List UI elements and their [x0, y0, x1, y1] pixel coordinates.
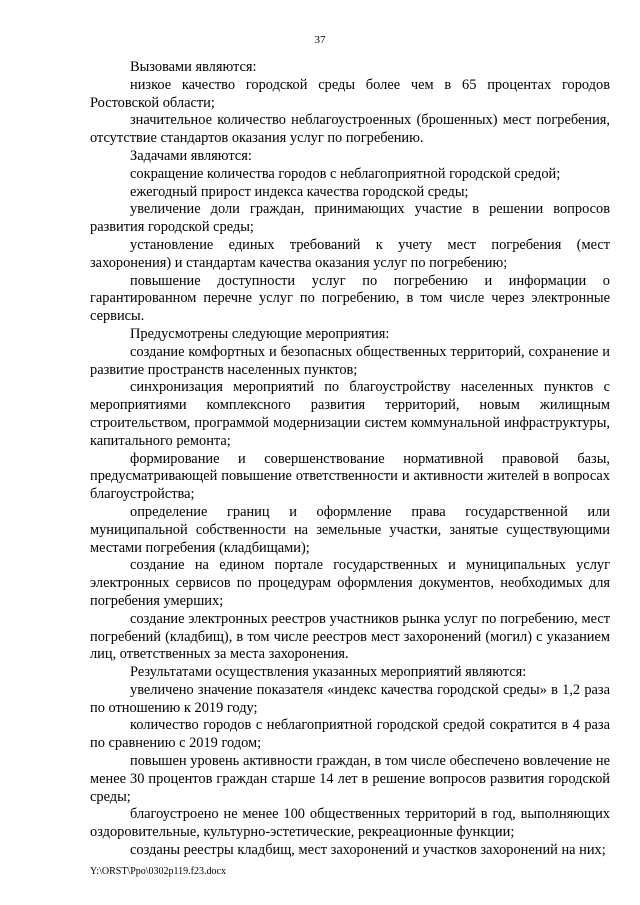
paragraph: сокращение количества городов с неблагоприятной городской средой;: [130, 165, 561, 182]
paragraph: увеличено значение показателя «индекс качества городской среды» в 1,2 раза по отношению к 2019 году;: [90, 681, 610, 716]
paragraph: создание на едином портале государственных и муниципальных услуг электронных сервисов по процедурам оформления документов, необходимых для погребения умерших;: [90, 557, 610, 609]
paragraph: установление единых требований к учету мест погребения (мест захоронения) и стандартам качества оказания услуг по погребению;: [90, 236, 610, 271]
paragraph: создание электронных реестров участников рынка услуг по погребению, мест погребений (кладбищ), в том числе реестров мест захоронений (могил) с указанием лиц, ответственных за места захоронения.: [90, 610, 610, 663]
paragraph: Вызовами являются:: [130, 59, 257, 75]
paragraph: формирование и совершенствование нормативной правовой базы, предусматривающей повышение ответственности и активности жителей в вопросах благоустройства;: [90, 450, 610, 503]
paragraph: увеличение доли граждан, принимающих участие в решении вопросов развития городской среды;: [90, 201, 610, 236]
paragraph: количество городов с неблагоприятной городской средой сократится в 4 раза по сравнению с 2019 годом;: [90, 717, 610, 752]
paragraph: создание комфортных и безопасных общественных территорий, сохранение и развитие пространств населенных пунктов;: [90, 343, 610, 378]
footer-file-path: Y:\ORST\Ppo\0302p119.f23.docx: [90, 866, 226, 877]
page-number: 37: [314, 34, 326, 46]
paragraph: благоустроено не менее 100 общественных территорий в год, выполняющих оздоровительные, культурно-эстетические, рекреационные функции;: [90, 806, 610, 841]
paragraph: повышение доступности услуг по погребению и информации о гарантированном перечне услуг по погребению, в том числе через электронные сервисы.: [90, 272, 610, 325]
paragraph: созданы реестры кладбищ, мест захоронений и участков захоронений на них;: [130, 842, 606, 859]
paragraph: повышен уровень активности граждан, в том числе обеспечено вовлечение не менее 30 процентов граждан старше 14 лет в решение вопросов развития городской среды;: [90, 753, 610, 805]
paragraph: ежегодный прирост индекса качества городской среды;: [130, 183, 469, 200]
paragraph: синхронизация мероприятий по благоустройству населенных пунктов с мероприятиями комплексного развития территорий, новым жилищным строительством, программой модернизации систем коммунальной инфраструктуры, капитального ремонта;: [90, 379, 610, 449]
paragraph: определение границ и оформление права государственной или муниципальной собственности на земельные участки, занятые существующими местами погребения (кладбищами);: [90, 503, 610, 556]
paragraph: низкое качество городской среды более чем в 65 процентах городов Ростовской области;: [90, 76, 610, 111]
paragraph: Задачами являются:: [130, 147, 252, 164]
paragraph: Результатами осуществления указанных мероприятий являются:: [130, 664, 527, 681]
paragraph: значительное количество неблагоустроенных (брошенных) мест погребения, отсутствие стандартов оказания услуг по погребению.: [90, 112, 610, 147]
paragraph: Предусмотрены следующие мероприятия:: [130, 325, 390, 342]
document-body: [90, 59, 610, 860]
